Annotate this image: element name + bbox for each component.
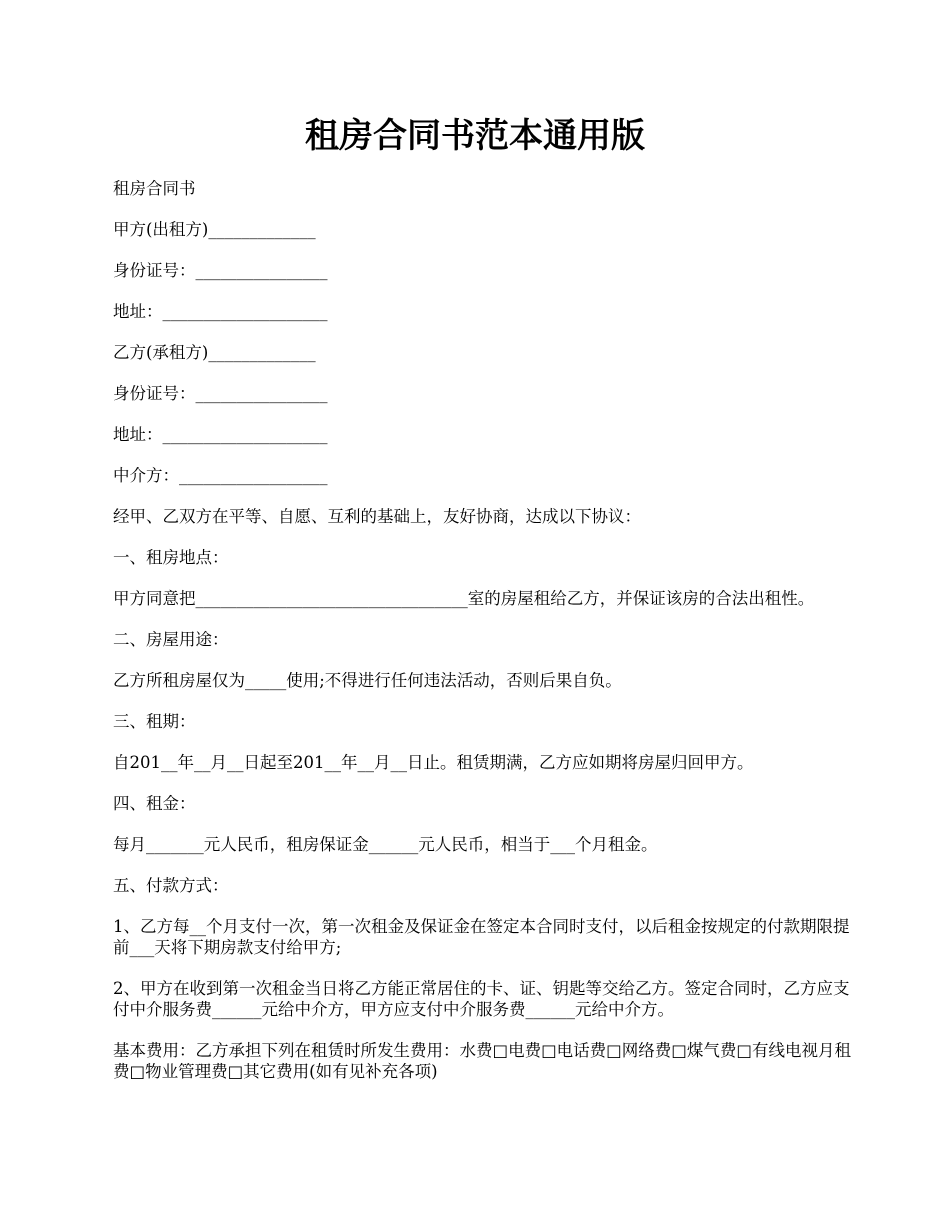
section-heading-rent: 四、租金： bbox=[113, 794, 196, 813]
document-title: 租房合同书范本通用版 bbox=[305, 116, 645, 156]
party-a-address-line: 地址：____________________ bbox=[113, 302, 328, 321]
paragraph-heading: 租房合同书 bbox=[113, 179, 196, 198]
agent-line: 中介方：__________________ bbox=[113, 466, 328, 485]
section-heading-usage: 二、房屋用途： bbox=[113, 630, 229, 649]
party-a-id-line: 身份证号：________________ bbox=[113, 261, 328, 280]
payment-clause-1: 1、乙方每__个月支付一次，第一次租金及保证金在签定本合同时支付，以后租金按规定的付款期限提前___天将下期房款支付给甲方; bbox=[113, 917, 850, 957]
section-heading-location: 一、租房地点： bbox=[113, 548, 229, 567]
party-b-address-line: 地址：____________________ bbox=[113, 425, 328, 444]
basic-fees-clause: 基本费用：乙方承担下列在租赁时所发生费用：水费□电费□电话费□网络费□煤气费□有线电视月租费□物业管理费□其它费用(如有见补充各项) bbox=[113, 1041, 851, 1081]
payment-clause-2: 2、甲方在收到第一次租金当日将乙方能正常居住的卡、证、钥匙等交给乙方。签定合同时，乙方应支付中介服务费______元给中介方，甲方应支付中介服务费______元给中介方。 bbox=[113, 979, 850, 1019]
party-b-line: 乙方(承租方)_____________ bbox=[113, 343, 316, 362]
section-heading-term: 三、租期： bbox=[113, 712, 196, 731]
term-clause: 自201__年__月__日起至201__年__月__日止。租赁期满，乙方应如期将房屋归回甲方。 bbox=[113, 753, 754, 772]
party-a-line: 甲方(出租方)_____________ bbox=[113, 220, 316, 239]
section-heading-payment: 五、付款方式： bbox=[113, 876, 229, 895]
document-body bbox=[113, 178, 858, 1102]
usage-clause: 乙方所租房屋仅为_____使用;不得进行任何违法活动，否则后果自负。 bbox=[113, 671, 622, 690]
agreement-intro: 经甲、乙双方在平等、自愿、互利的基础上，友好协商，达成以下协议： bbox=[113, 507, 641, 526]
rent-clause: 每月_______元人民币，租房保证金______元人民币，相当于___个月租金。 bbox=[113, 835, 658, 854]
party-b-id-line: 身份证号：________________ bbox=[113, 384, 328, 403]
location-clause: 甲方同意把_________________________________室的房屋租给乙方，并保证该房的合法出租性。 bbox=[113, 589, 815, 608]
